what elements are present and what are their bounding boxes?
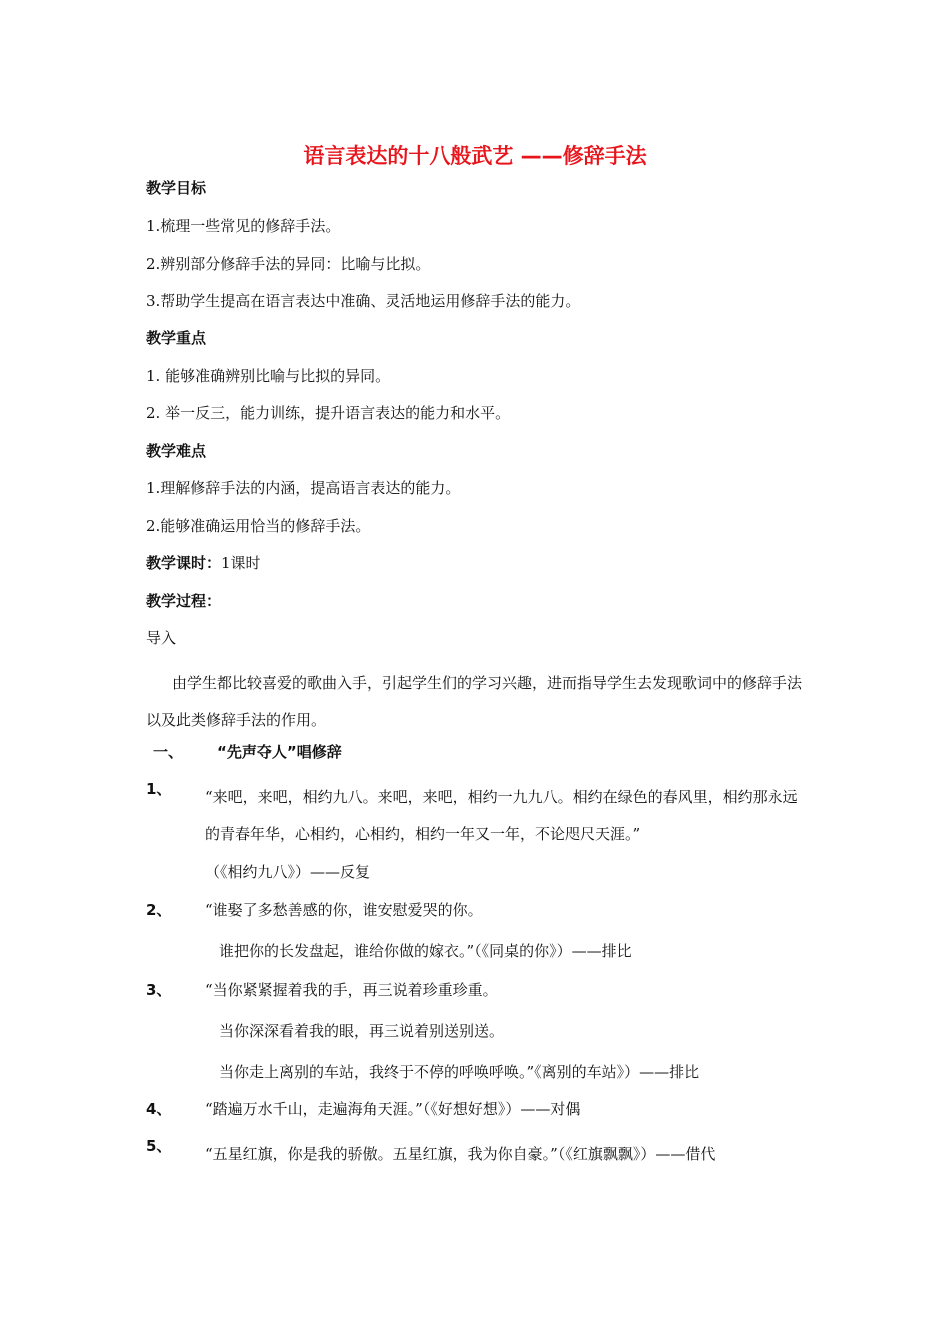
- goal-item: 1.梳理一些常见的修辞手法。: [146, 217, 341, 235]
- item-number: 3、: [146, 981, 172, 999]
- goals-heading: 教学目标: [146, 179, 207, 197]
- hours-row: [146, 553, 261, 573]
- process-heading: 教学过程：: [146, 592, 222, 610]
- section-title: “先声夺人”唱修辞: [217, 743, 342, 761]
- section-number: 一、: [153, 743, 184, 761]
- lyric-text: “五星红旗，你是我的骄傲。五星红旗，我为你自豪。”（《红旗飘飘》）——借代: [205, 1145, 716, 1163]
- lyric-text-line3: 当你走上离别的车站，我终于不停的呼唤呼唤。”《离别的车站》）——排比: [219, 1063, 700, 1081]
- item-number: 2、: [146, 901, 172, 919]
- key-point-item: 2. 举一反三，能力训练，提升语言表达的能力和水平。: [146, 404, 511, 422]
- hours-label: 教学课时：: [146, 554, 222, 572]
- document-title: 语言表达的十八般武艺 ——修辞手法: [303, 144, 647, 168]
- key-points-heading: 教学重点: [146, 329, 207, 347]
- item-number: 1、: [146, 780, 172, 798]
- lyric-text: “来吧，来吧，相约九八。来吧，来吧，相约一九九八。相约在绿色的春风里，相约那永远的青春年华，心相约，心相约，相约一年又一年，不论咫尺天涯。”: [205, 788, 798, 843]
- difficulty-item: 2.能够准确运用恰当的修辞手法。: [146, 517, 371, 535]
- item-number: 4、: [146, 1100, 172, 1118]
- lyric-text: “谁娶了多愁善感的你，谁安慰爱哭的你。: [205, 901, 483, 919]
- hours-value: 1课时: [221, 554, 261, 572]
- intro-label: 导入: [146, 629, 177, 647]
- difficulty-item: 1.理解修辞手法的内涵，提高语言表达的能力。: [146, 479, 461, 497]
- difficulties-heading: 教学难点: [146, 442, 207, 460]
- lyric-text-line2: 谁把你的长发盘起，谁给你做的嫁衣。”（《同桌的你》）——排比: [219, 942, 632, 960]
- lyric-text-line2: 当你深深看着我的眼，再三说着别送别送。: [219, 1022, 505, 1040]
- lyric-source: （《相约九八》）——反复: [205, 863, 371, 881]
- goal-item: 3.帮助学生提高在语言表达中准确、灵活地运用修辞手法的能力。: [146, 292, 581, 310]
- item-number: 5、: [146, 1137, 172, 1155]
- lyric-text: “当你紧紧握着我的手，再三说着珍重珍重。: [205, 981, 498, 999]
- goal-item: 2.辨别部分修辞手法的异同：比喻与比拟。: [146, 255, 431, 273]
- lyric-text: “踏遍万水千山，走遍海角天涯。”（《好想好想》）——对偶: [205, 1100, 581, 1118]
- key-point-item: 1. 能够准确辨别比喻与比拟的异同。: [146, 367, 391, 385]
- intro-paragraph: 由学生都比较喜爱的歌曲入手，引起学生们的学习兴趣，进而指导学生去发现歌词中的修辞手法以及此类修辞手法的作用。: [146, 674, 803, 729]
